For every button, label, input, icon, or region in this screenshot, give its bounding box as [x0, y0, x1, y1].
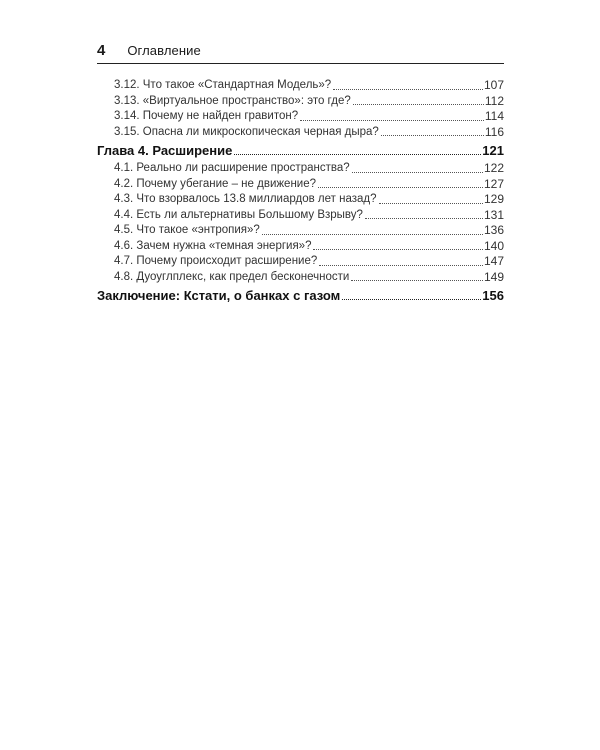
dot-leader [342, 299, 481, 300]
toc-entry-title: 4.6. Зачем нужна «темная энергия»? [114, 239, 312, 252]
toc-entry-3-12[interactable] [97, 78, 504, 94]
table-of-contents [97, 78, 504, 306]
toc-chapter-page: 156 [482, 288, 504, 303]
toc-entry-title: 4.5. Что такое «энтропия»? [114, 224, 260, 236]
dot-leader [351, 280, 483, 281]
toc-entry-page: 129 [483, 192, 504, 206]
dot-leader [365, 218, 483, 219]
toc-entry-page: 114 [484, 109, 504, 123]
toc-entry-page: 127 [483, 176, 504, 191]
dot-leader [353, 104, 484, 105]
toc-entry-page: 122 [483, 161, 504, 175]
toc-entry-3-14[interactable] [97, 109, 504, 125]
toc-entry-4-4[interactable] [97, 208, 504, 224]
toc-chapter-title: Глава 4. Расширение [97, 143, 233, 158]
toc-entry-4-6[interactable] [97, 239, 504, 255]
toc-entry-title: 4.3. Что взорвалось 13.8 миллиардов лет назад? [114, 193, 377, 205]
toc-entry-page: 136 [483, 223, 504, 237]
toc-entry-page: 140 [483, 238, 504, 253]
toc-entry-page: 112 [484, 93, 504, 108]
dot-leader [300, 120, 484, 121]
dot-leader [352, 172, 483, 173]
toc-entry-4-3[interactable] [97, 192, 504, 208]
toc-entry-page: 116 [484, 124, 504, 139]
toc-entry-title: 4.8. Дуоуглплекс, как предел бесконечности [114, 270, 350, 283]
page-number: 4 [97, 42, 106, 59]
toc-entry-4-2[interactable] [97, 177, 504, 193]
toc-entry-page: 131 [483, 207, 504, 222]
toc-chapter-page: 121 [482, 143, 504, 158]
dot-leader [333, 89, 483, 90]
running-header-title: Оглавление [127, 43, 201, 58]
toc-entry-title: 4.2. Почему убегание – не движение? [114, 177, 317, 190]
toc-entry-title: 4.4. Есть ли альтернативы Большому Взрыву? [114, 208, 363, 221]
toc-entry-4-7[interactable] [97, 254, 504, 270]
toc-entry-3-13[interactable] [97, 94, 504, 110]
toc-conclusion[interactable] [97, 287, 504, 304]
toc-entry-title: 3.15. Опасна ли микроскопическая черная дыра? [114, 125, 379, 138]
toc-entry-title: 3.13. «Виртуальное пространство»: это где? [114, 94, 351, 107]
toc-entry-4-8[interactable] [97, 270, 504, 286]
dot-leader [319, 265, 483, 266]
toc-entry-page: 147 [483, 254, 504, 268]
dot-leader [379, 203, 483, 204]
toc-entry-4-5[interactable] [97, 223, 504, 239]
dot-leader [234, 154, 481, 155]
toc-chapter-title: Заключение: Кстати, о банках с газом [97, 288, 341, 303]
page-header [97, 40, 504, 64]
toc-entry-page: 149 [483, 269, 504, 284]
toc-entry-4-1[interactable] [97, 161, 504, 177]
toc-entry-title: 3.12. Что такое «Стандартная Модель»? [114, 79, 332, 91]
toc-entry-3-15[interactable] [97, 125, 504, 141]
toc-chapter-4[interactable] [97, 142, 504, 159]
dot-leader [318, 187, 483, 188]
toc-entry-title: 4.7. Почему происходит расширение? [114, 255, 318, 267]
dot-leader [262, 234, 483, 235]
toc-entry-title: 4.1. Реально ли расширение пространства? [114, 162, 350, 174]
toc-entry-title: 3.14. Почему не найден гравитон? [114, 110, 299, 122]
dot-leader [381, 135, 484, 136]
toc-entry-page: 107 [483, 78, 504, 92]
dot-leader [313, 249, 482, 250]
